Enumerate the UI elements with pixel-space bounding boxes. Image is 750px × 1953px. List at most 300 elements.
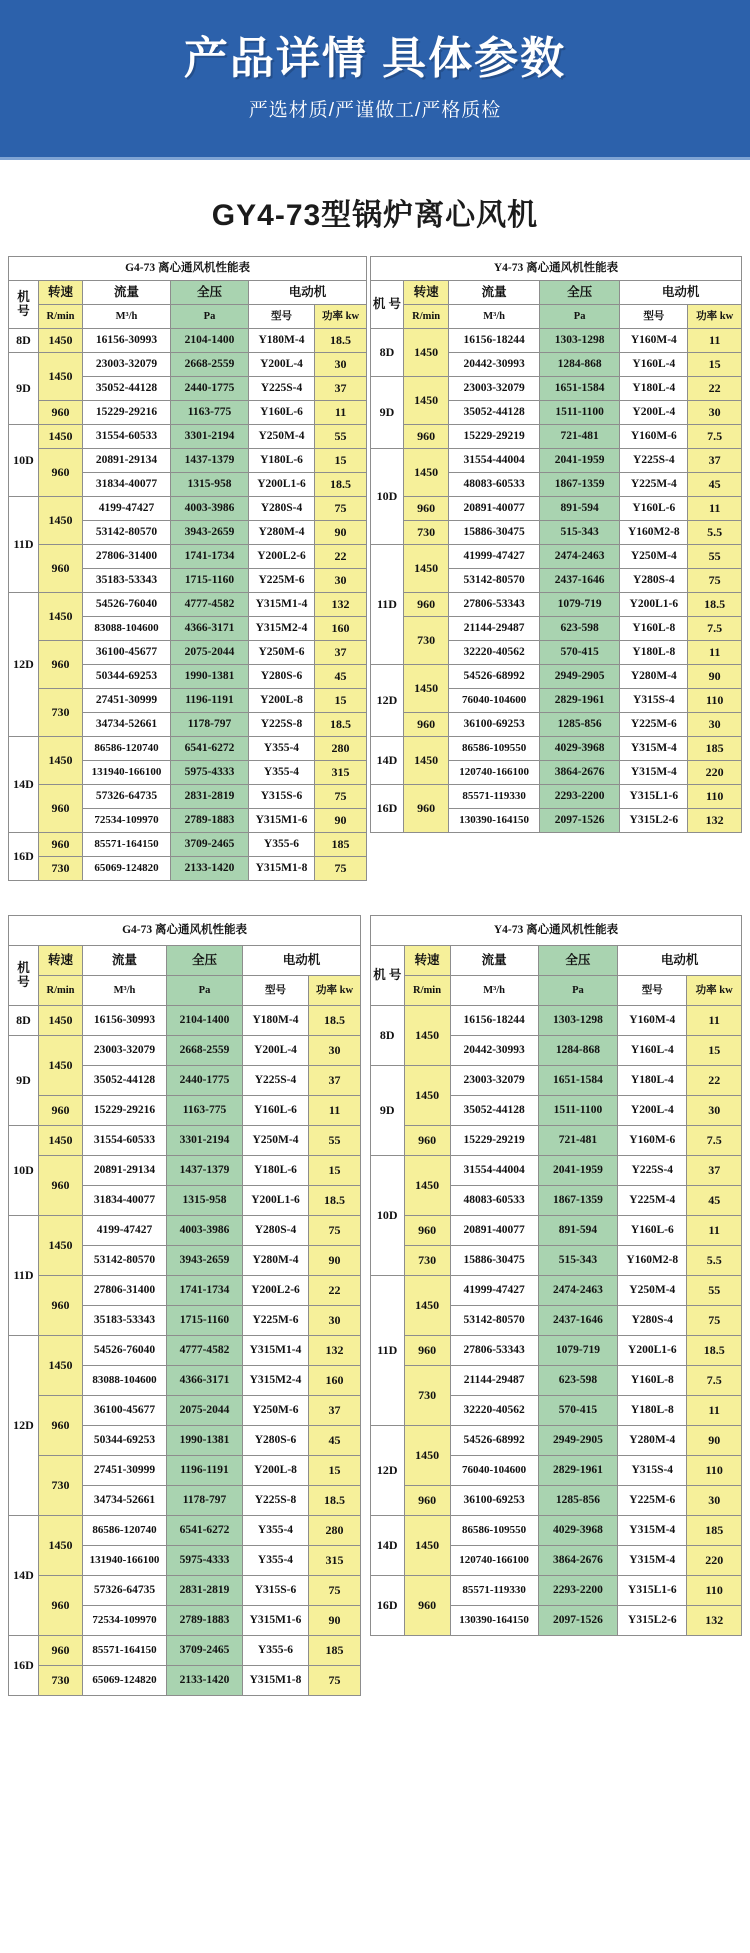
cell-pressure: 1651-1584: [538, 1066, 618, 1096]
cell-motor-power: 22: [688, 377, 742, 401]
cell-motor-power: 7.5: [687, 1366, 742, 1396]
table-row: [371, 1426, 742, 1456]
cell-pressure: 6541-6272: [171, 737, 249, 761]
table-row: [9, 785, 367, 809]
cell-flow: 53142-80570: [83, 1246, 167, 1276]
cell-motor-model: Y225M-6: [620, 713, 688, 737]
cell-speed: 1450: [39, 1006, 83, 1036]
cell-motor-model: Y280S-4: [620, 569, 688, 593]
cell-motor-power: 280: [309, 1516, 361, 1546]
cell-speed: 960: [404, 1486, 450, 1516]
performance-table-y4-73-bottom: [370, 915, 742, 1636]
table-row: [371, 425, 742, 449]
cell-motor-model: Y200L1-6: [243, 1186, 309, 1216]
cell-motor-power: 75: [309, 1666, 361, 1696]
cell-flow: 35183-53343: [83, 569, 171, 593]
cell-speed: 960: [404, 1576, 450, 1636]
section-spacer: [0, 881, 750, 915]
table-row: [371, 1246, 742, 1276]
cell-motor-power: 30: [688, 713, 742, 737]
cell-motor-power: 15: [688, 353, 742, 377]
cell-motor-model: Y225S-8: [243, 1486, 309, 1516]
table-caption: G4-73 离心通风机性能表: [9, 257, 367, 281]
cell-machine-no: 8D: [9, 1006, 39, 1036]
cell-pressure: 4003-3986: [167, 1216, 243, 1246]
cell-pressure: 3709-2465: [167, 1636, 243, 1666]
cell-motor-model: Y355-6: [249, 833, 315, 857]
cell-pressure: 1079-719: [539, 593, 619, 617]
col-header-flow: 流量: [450, 946, 538, 976]
cell-motor-power: 185: [315, 833, 367, 857]
cell-flow: 23003-32079: [83, 353, 171, 377]
cell-flow: 54526-76040: [83, 593, 171, 617]
cell-motor-model: Y200L-8: [249, 689, 315, 713]
cell-motor-model: Y225M-4: [618, 1186, 687, 1216]
cell-machine-no: 14D: [9, 737, 39, 833]
cell-pressure: 1867-1359: [539, 473, 619, 497]
cell-motor-model: Y315M1-4: [249, 593, 315, 617]
cell-flow: 27806-31400: [83, 1276, 167, 1306]
cell-motor-power: 110: [688, 689, 742, 713]
cell-motor-power: 185: [309, 1636, 361, 1666]
cell-motor-model: Y225S-4: [249, 377, 315, 401]
cell-flow: 31554-44004: [449, 449, 540, 473]
cell-motor-model: Y180L-6: [243, 1156, 309, 1186]
cell-pressure: 2831-2819: [167, 1576, 243, 1606]
cell-motor-power: 75: [688, 569, 742, 593]
cell-machine-no: 8D: [9, 329, 39, 353]
cell-speed: 730: [39, 689, 83, 737]
cell-flow: 23003-32079: [450, 1066, 538, 1096]
cell-motor-power: 45: [309, 1426, 361, 1456]
table-wrapper-y4-73-top: [370, 256, 742, 833]
cell-motor-power: 5.5: [687, 1246, 742, 1276]
cell-speed: 1450: [39, 737, 83, 785]
cell-flow: 35183-53343: [83, 1306, 167, 1336]
cell-motor-model: Y160M-6: [620, 425, 688, 449]
cell-speed: 960: [403, 593, 448, 617]
table-row: [371, 1276, 742, 1306]
cell-motor-model: Y315M-4: [618, 1516, 687, 1546]
cell-motor-power: 110: [687, 1456, 742, 1486]
cell-flow: 35052-44128: [449, 401, 540, 425]
col-header-motor-power: 功率 kw: [309, 976, 361, 1006]
cell-motor-power: 55: [687, 1276, 742, 1306]
cell-flow: 57326-64735: [83, 785, 171, 809]
cell-pressure: 2829-1961: [539, 689, 619, 713]
cell-pressure: 1651-1584: [539, 377, 619, 401]
cell-machine-no: 16D: [9, 833, 39, 881]
table-header-row: [371, 281, 742, 305]
cell-pressure: 1178-797: [167, 1486, 243, 1516]
cell-speed: 1450: [404, 1426, 450, 1486]
cell-flow: 15229-29216: [83, 1096, 167, 1126]
cell-machine-no: 16D: [371, 1576, 405, 1636]
table-header-row-units: [371, 305, 742, 329]
cell-motor-power: 5.5: [688, 521, 742, 545]
cell-motor-model: Y180L-4: [618, 1066, 687, 1096]
cell-flow: 53142-80570: [83, 521, 171, 545]
cell-pressure: 721-481: [538, 1126, 618, 1156]
cell-machine-no: 10D: [9, 425, 39, 497]
cell-motor-power: 18.5: [315, 473, 367, 497]
cell-motor-model: Y355-4: [243, 1516, 309, 1546]
cell-machine-no: 9D: [371, 1066, 405, 1156]
cell-pressure: 2097-1526: [538, 1606, 618, 1636]
cell-motor-power: 18.5: [687, 1336, 742, 1366]
cell-flow: 83088-104600: [83, 1366, 167, 1396]
cell-motor-power: 7.5: [688, 617, 742, 641]
cell-motor-power: 30: [688, 401, 742, 425]
performance-table-g4-73-bottom: [8, 915, 361, 1696]
cell-machine-no: 8D: [371, 329, 404, 377]
cell-pressure: 4029-3968: [538, 1516, 618, 1546]
cell-flow: 15886-30475: [449, 521, 540, 545]
cell-machine-no: 16D: [9, 1636, 39, 1696]
cell-pressure: 1178-797: [171, 713, 249, 737]
cell-motor-model: Y200L1-6: [620, 593, 688, 617]
cell-motor-model: Y280S-4: [243, 1216, 309, 1246]
col-header-pressure: 全压: [171, 281, 249, 305]
cell-motor-model: Y250M-4: [618, 1276, 687, 1306]
cell-motor-power: 30: [315, 353, 367, 377]
table-header-row-units: [9, 976, 361, 1006]
cell-pressure: 2668-2559: [171, 353, 249, 377]
cell-motor-model: Y160M-4: [618, 1006, 687, 1036]
table-row: [9, 1006, 361, 1036]
col-header-flow-unit: M³/h: [450, 976, 538, 1006]
cell-motor-model: Y315S-6: [249, 785, 315, 809]
table-row: [9, 1096, 361, 1126]
cell-flow: 35052-44128: [83, 1066, 167, 1096]
cell-motor-model: Y180M-4: [243, 1006, 309, 1036]
table-row: [371, 497, 742, 521]
cell-motor-power: 90: [688, 665, 742, 689]
banner-subtitle: 严选材质/严谨做工/严格质检: [248, 100, 502, 122]
cell-pressure: 515-343: [539, 521, 619, 545]
table-row: [9, 1636, 361, 1666]
cell-flow: 86586-109550: [449, 737, 540, 761]
cell-motor-model: Y315S-4: [618, 1456, 687, 1486]
table-row: [9, 857, 367, 881]
cell-pressure: 2474-2463: [539, 545, 619, 569]
table-row: [371, 617, 742, 641]
col-header-pressure: 全压: [167, 946, 243, 976]
cell-pressure: 1163-775: [171, 401, 249, 425]
cell-motor-power: 75: [687, 1306, 742, 1336]
tables-row-bottom: [0, 915, 750, 1696]
cell-motor-power: 90: [309, 1606, 361, 1636]
cell-pressure: 1867-1359: [538, 1186, 618, 1216]
cell-motor-power: 37: [687, 1156, 742, 1186]
cell-motor-power: 18.5: [309, 1186, 361, 1216]
col-header-speed: 转速: [404, 946, 450, 976]
table-row: [9, 1576, 361, 1606]
cell-speed: 1450: [404, 1066, 450, 1126]
cell-motor-power: 90: [309, 1246, 361, 1276]
cell-pressure: 1285-856: [538, 1486, 618, 1516]
cell-pressure: 1990-1381: [167, 1426, 243, 1456]
cell-speed: 960: [39, 785, 83, 833]
cell-pressure: 3301-2194: [167, 1126, 243, 1156]
cell-pressure: 1715-1160: [171, 569, 249, 593]
cell-motor-model: Y280S-4: [249, 497, 315, 521]
cell-speed: 960: [39, 1576, 83, 1636]
cell-motor-power: 185: [688, 737, 742, 761]
cell-motor-power: 75: [315, 785, 367, 809]
cell-motor-power: 90: [315, 521, 367, 545]
cell-pressure: 2104-1400: [167, 1006, 243, 1036]
table-row: [371, 665, 742, 689]
cell-motor-power: 75: [309, 1216, 361, 1246]
col-header-speed: 转速: [39, 946, 83, 976]
cell-motor-model: Y280M-4: [249, 521, 315, 545]
cell-pressure: 2075-2044: [171, 641, 249, 665]
table-row: [9, 449, 367, 473]
table-row: [371, 545, 742, 569]
cell-pressure: 2440-1775: [167, 1066, 243, 1096]
cell-flow: 21144-29487: [450, 1366, 538, 1396]
col-header-pressure-unit: Pa: [538, 976, 618, 1006]
cell-motor-model: Y225S-4: [618, 1156, 687, 1186]
cell-flow: 53142-80570: [450, 1306, 538, 1336]
cell-machine-no: 10D: [371, 449, 404, 545]
cell-pressure: 1315-958: [167, 1186, 243, 1216]
cell-pressure: 4366-3171: [167, 1366, 243, 1396]
cell-pressure: 2097-1526: [539, 809, 619, 833]
table-row: [9, 1666, 361, 1696]
cell-motor-model: Y160L-8: [618, 1366, 687, 1396]
cell-motor-power: 75: [315, 857, 367, 881]
cell-motor-model: Y315L1-6: [618, 1576, 687, 1606]
cell-motor-model: Y200L2-6: [249, 545, 315, 569]
table-row: [371, 521, 742, 545]
table-row: [371, 1006, 742, 1036]
cell-motor-model: Y225M-6: [249, 569, 315, 593]
cell-motor-model: Y225M-6: [243, 1306, 309, 1336]
cell-pressure: 2075-2044: [167, 1396, 243, 1426]
cell-motor-model: Y315M1-6: [249, 809, 315, 833]
col-header-speed-unit: R/min: [403, 305, 448, 329]
cell-motor-model: Y180L-8: [618, 1396, 687, 1426]
cell-motor-power: 37: [688, 449, 742, 473]
cell-pressure: 2474-2463: [538, 1276, 618, 1306]
cell-motor-power: 55: [309, 1126, 361, 1156]
cell-motor-power: 110: [687, 1576, 742, 1606]
cell-pressure: 2041-1959: [539, 449, 619, 473]
col-header-pressure-unit: Pa: [539, 305, 619, 329]
table-caption-row: [371, 916, 742, 946]
table-row: [9, 1276, 361, 1306]
table-header-row: [9, 281, 367, 305]
cell-motor-power: 220: [687, 1546, 742, 1576]
cell-motor-model: Y160M-4: [620, 329, 688, 353]
cell-speed: 730: [404, 1366, 450, 1426]
col-header-motor-power: 功率 kw: [688, 305, 742, 329]
cell-pressure: 1079-719: [538, 1336, 618, 1366]
cell-flow: 72534-109970: [83, 809, 171, 833]
table-wrapper-g4-73-bottom: [8, 915, 354, 1696]
cell-machine-no: 9D: [371, 377, 404, 449]
cell-machine-no: 12D: [9, 593, 39, 737]
cell-pressure: 1196-1191: [167, 1456, 243, 1486]
cell-flow: 20891-40077: [449, 497, 540, 521]
cell-flow: 54526-68992: [450, 1426, 538, 1456]
cell-speed: 960: [403, 497, 448, 521]
cell-flow: 31554-60533: [83, 1126, 167, 1156]
cell-pressure: 2789-1883: [167, 1606, 243, 1636]
table-row: [9, 329, 367, 353]
cell-flow: 120740-166100: [449, 761, 540, 785]
cell-flow: 48083-60533: [450, 1186, 538, 1216]
cell-motor-model: Y200L-4: [618, 1096, 687, 1126]
cell-flow: 36100-45677: [83, 641, 171, 665]
cell-flow: 23003-32079: [83, 1036, 167, 1066]
col-header-motor-power: 功率 kw: [315, 305, 367, 329]
cell-motor-model: Y200L1-6: [249, 473, 315, 497]
cell-flow: 4199-47427: [83, 1216, 167, 1246]
cell-pressure: 3943-2659: [171, 521, 249, 545]
cell-machine-no: 9D: [9, 353, 39, 425]
cell-pressure: 515-343: [538, 1246, 618, 1276]
cell-pressure: 4777-4582: [167, 1336, 243, 1366]
cell-speed: 1450: [39, 593, 83, 641]
cell-speed: 730: [39, 857, 83, 881]
cell-pressure: 2829-1961: [538, 1456, 618, 1486]
table-row: [371, 785, 742, 809]
table-row: [371, 377, 742, 401]
cell-flow: 41999-47427: [450, 1276, 538, 1306]
table-row: [371, 713, 742, 737]
cell-motor-model: Y250M-6: [243, 1396, 309, 1426]
cell-machine-no: 14D: [9, 1516, 39, 1636]
cell-flow: 31834-40077: [83, 473, 171, 497]
cell-speed: 1450: [39, 1336, 83, 1396]
table-row: [9, 1156, 361, 1186]
cell-machine-no: 9D: [9, 1036, 39, 1126]
cell-pressure: 3709-2465: [171, 833, 249, 857]
cell-speed: 1450: [39, 1126, 83, 1156]
cell-speed: 960: [39, 1096, 83, 1126]
cell-speed: 1450: [404, 1006, 450, 1066]
cell-speed: 960: [39, 1396, 83, 1456]
cell-motor-model: Y225S-4: [620, 449, 688, 473]
cell-speed: 1450: [39, 1216, 83, 1276]
col-header-motor-power: 功率 kw: [687, 976, 742, 1006]
cell-speed: 1450: [404, 1516, 450, 1576]
cell-machine-no: 14D: [371, 737, 404, 785]
cell-motor-model: Y315L1-6: [620, 785, 688, 809]
cell-pressure: 891-594: [539, 497, 619, 521]
cell-motor-power: 18.5: [309, 1486, 361, 1516]
cell-speed: 960: [403, 713, 448, 737]
col-header-speed: 转速: [403, 281, 448, 305]
page-bottom-spacer: [0, 1696, 750, 1730]
cell-motor-model: Y160L-6: [618, 1216, 687, 1246]
cell-speed: 960: [404, 1336, 450, 1366]
cell-flow: 27451-30999: [83, 1456, 167, 1486]
cell-pressure: 1741-1734: [171, 545, 249, 569]
cell-speed: 960: [39, 833, 83, 857]
cell-pressure: 2668-2559: [167, 1036, 243, 1066]
cell-flow: 4199-47427: [83, 497, 171, 521]
cell-speed: 1450: [403, 737, 448, 785]
cell-flow: 36100-69253: [449, 713, 540, 737]
cell-motor-model: Y315M-4: [620, 737, 688, 761]
table-row: [371, 1156, 742, 1186]
cell-motor-power: 160: [315, 617, 367, 641]
cell-pressure: 1437-1379: [167, 1156, 243, 1186]
cell-pressure: 1285-856: [539, 713, 619, 737]
cell-pressure: 3864-2676: [538, 1546, 618, 1576]
cell-motor-power: 22: [687, 1066, 742, 1096]
cell-motor-power: 45: [688, 473, 742, 497]
table-caption-row: [371, 257, 742, 281]
col-header-motor: 电动机: [620, 281, 742, 305]
cell-motor-power: 160: [309, 1366, 361, 1396]
cell-motor-power: 11: [687, 1006, 742, 1036]
cell-motor-model: Y280M-4: [243, 1246, 309, 1276]
table-row: [9, 593, 367, 617]
col-header-pressure: 全压: [539, 281, 619, 305]
cell-motor-power: 18.5: [315, 713, 367, 737]
cell-pressure: 570-415: [538, 1396, 618, 1426]
cell-pressure: 2133-1420: [167, 1666, 243, 1696]
cell-motor-model: Y200L-8: [243, 1456, 309, 1486]
cell-motor-power: 37: [309, 1396, 361, 1426]
cell-pressure: 1163-775: [167, 1096, 243, 1126]
cell-motor-model: Y315M1-4: [243, 1336, 309, 1366]
col-header-machine-no: 机 号: [9, 281, 39, 329]
cell-pressure: 1196-1191: [171, 689, 249, 713]
table-caption-row: [9, 257, 367, 281]
cell-pressure: 2831-2819: [171, 785, 249, 809]
cell-motor-model: Y160M-6: [618, 1126, 687, 1156]
banner-title: 产品详情 具体参数: [183, 33, 567, 83]
cell-motor-power: 30: [315, 569, 367, 593]
cell-pressure: 570-415: [539, 641, 619, 665]
cell-motor-model: Y160M2-8: [620, 521, 688, 545]
cell-speed: 960: [39, 1636, 83, 1666]
cell-flow: 131940-166100: [83, 1546, 167, 1576]
cell-motor-model: Y355-4: [243, 1546, 309, 1576]
cell-pressure: 2440-1775: [171, 377, 249, 401]
table-row: [9, 641, 367, 665]
cell-motor-model: Y180L-4: [620, 377, 688, 401]
cell-motor-model: Y315L2-6: [618, 1606, 687, 1636]
cell-flow: 27806-31400: [83, 545, 171, 569]
cell-motor-model: Y225M-6: [618, 1486, 687, 1516]
cell-motor-power: 280: [315, 737, 367, 761]
cell-flow: 85571-164150: [83, 1636, 167, 1666]
cell-pressure: 4366-3171: [171, 617, 249, 641]
cell-speed: 730: [403, 617, 448, 665]
cell-machine-no: 14D: [371, 1516, 405, 1576]
cell-motor-power: 185: [687, 1516, 742, 1546]
cell-motor-power: 22: [315, 545, 367, 569]
cell-pressure: 1511-1100: [539, 401, 619, 425]
col-header-speed-unit: R/min: [39, 976, 83, 1006]
cell-flow: 36100-45677: [83, 1396, 167, 1426]
cell-motor-power: 18.5: [315, 329, 367, 353]
cell-pressure: 623-598: [539, 617, 619, 641]
cell-speed: 960: [404, 1126, 450, 1156]
cell-motor-power: 90: [315, 809, 367, 833]
col-header-machine-no: 机 号: [371, 281, 404, 329]
cell-motor-model: Y200L-4: [243, 1036, 309, 1066]
cell-pressure: 2949-2905: [539, 665, 619, 689]
cell-speed: 730: [404, 1246, 450, 1276]
